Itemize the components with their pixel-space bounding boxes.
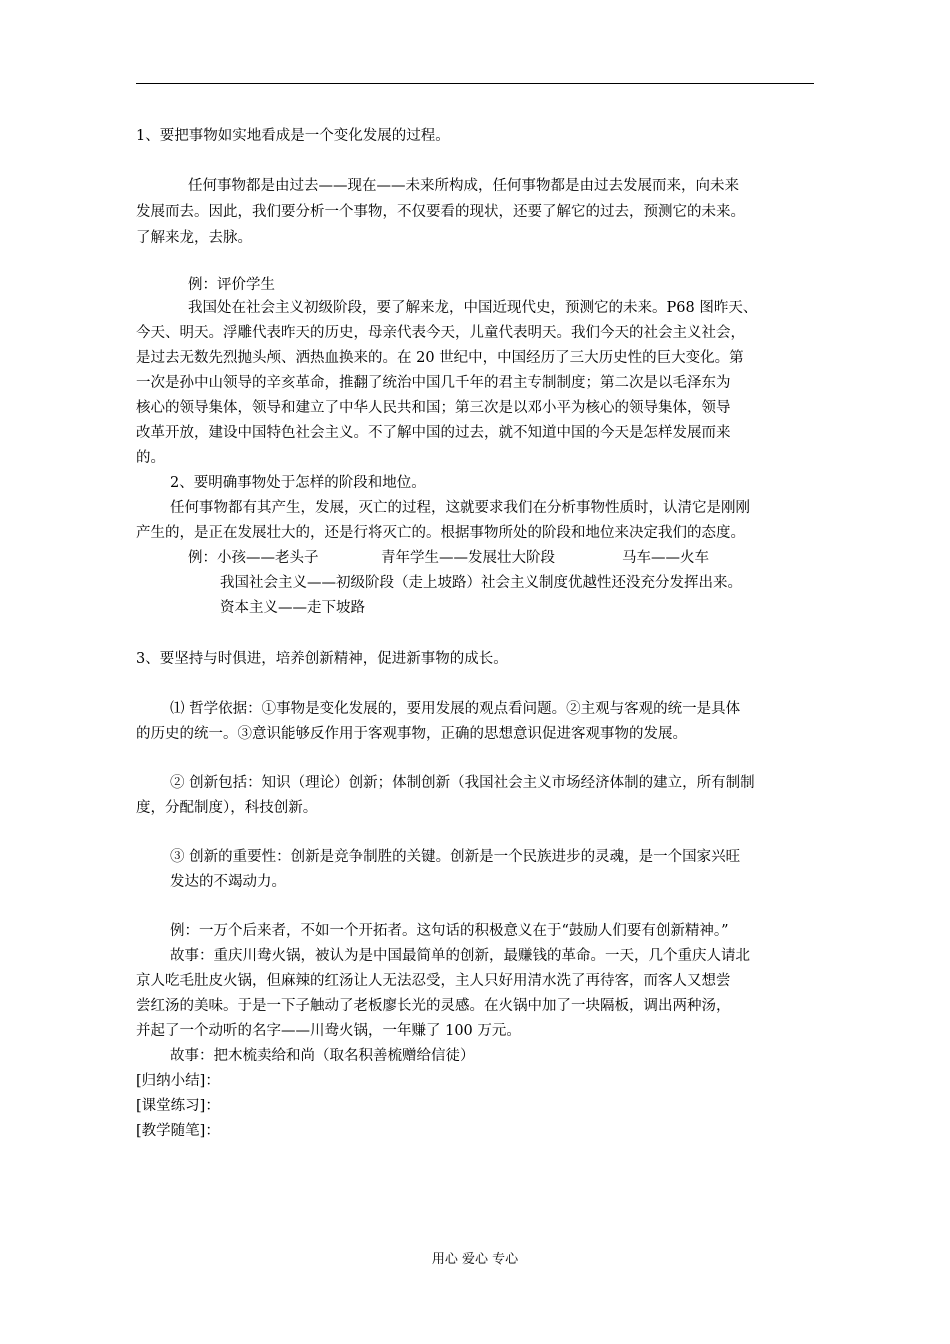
innovation-importance-line: 发达的不竭动力。: [170, 874, 286, 890]
section-1-paragraph-line: 发展而去。因此，我们要分析一个事物，不仅要看的现状，还要了解它的过去，预测它的未来。: [136, 204, 745, 220]
innovation-includes-line: ② 创新包括：知识（理论）创新；体制创新（我国社会主义市场经济体制的建立，所有制制: [170, 775, 755, 791]
section-1-paragraph-line: 任何事物都是由过去——现在——未来所构成，任何事物都是由过去发展而来，向未来: [188, 178, 739, 194]
hotpot-story-line: 故事：重庆川鸯火锅，被认为是中国最简单的创新，最赚钱的革命。一天，几个重庆人请北: [170, 948, 750, 964]
section-1-heading: 1、要把事物如实地看成是一个变化发展的过程。: [136, 128, 450, 144]
innovation-example: 例：一万个后来者，不如一个开拓者。这句话的积极意义在于“鼓励人们要有创新精神。”: [170, 923, 729, 939]
example-paragraph-line: 核心的领导集体，领导和建立了中华人民共和国；第三次是以邓小平为核心的领导集体，领导: [136, 400, 731, 416]
philosophy-basis-line: 的历史的统一。③意识能够反作用于客观事物，正确的思想意识促进客观事物的发展。: [136, 726, 687, 742]
example-carriage-train: 马车——火车: [622, 550, 709, 566]
example-paragraph-line: 一次是孙中山领导的辛亥革命，推翻了统治中国几千年的君主专制制度；第二次是以毛泽东为: [136, 375, 731, 391]
philosophy-basis-line: ⑴ 哲学依据：①事物是变化发展的，要用发展的观点看问题。②主观与客观的统一是具体: [170, 701, 741, 717]
example-student: 青年学生——发展壮大阶段: [381, 550, 555, 566]
section-2-paragraph-line: 任何事物都有其产生，发展，灭亡的过程，这就要求我们在分析事物性质时，认清它是刚刚: [170, 500, 750, 516]
example-child-old: 例：小孩——老头子: [188, 550, 319, 566]
example-label: 例：评价学生: [188, 277, 275, 293]
header-rule: [136, 83, 814, 84]
section-2-heading: 2、要明确事物处于怎样的阶段和地位。: [170, 475, 426, 491]
example-capitalism: 资本主义——走下坡路: [220, 600, 365, 616]
section-3-heading: 3、要坚持与时俱进，培养创新精神，促进新事物的成长。: [136, 651, 508, 667]
example-paragraph-line: 我国处在社会主义初级阶段，要了解来龙，中国近现代史，预测它的未来。P68 图昨天、: [188, 300, 758, 316]
practice-label: [课堂练习]：: [136, 1098, 220, 1114]
example-socialism: 我国社会主义——初级阶段（走上坡路）社会主义制度优越性还没充分发挥出来。: [220, 575, 742, 591]
page-footer: 用心 爱心 专心: [431, 1252, 519, 1267]
example-paragraph-line: 今天、明天。浮雕代表昨天的历史，母亲代表今天，儿童代表明天。我们今天的社会主义社会，: [136, 325, 745, 341]
example-paragraph-line: 改革开放，建设中国特色社会主义。不了解中国的过去，就不知道中国的今天是怎样发展而来: [136, 425, 731, 441]
example-paragraph-line: 的。: [136, 450, 165, 466]
hotpot-story-line: 并起了一个动听的名字——川鸯火锅，一年赚了 100 万元。: [136, 1023, 521, 1039]
example-paragraph-line: 是过去无数先烈抛头颅、洒热血换来的。在 20 世纪中，中国经历了三大历史性的巨大变化。第: [136, 350, 744, 366]
hotpot-story-line: 尝红汤的美味。于是一下子触动了老板廖长光的灵感。在火锅中加了一块隔板，调出两种汤，: [136, 998, 731, 1014]
innovation-includes-line: 度，分配制度），科技创新。: [136, 800, 318, 816]
section-2-paragraph-line: 产生的，是正在发展壮大的，还是行将灭亡的。根据事物所处的阶段和地位来决定我们的态度。: [136, 525, 745, 541]
notes-label: [教学随笔]：: [136, 1123, 220, 1139]
section-1-paragraph-line: 了解来龙，去脉。: [136, 230, 252, 246]
hotpot-story-line: 京人吃毛肚皮火锅，但麻辣的红汤让人无法忍受，主人只好用清水洗了再待客，而客人又想尝: [136, 973, 731, 989]
comb-story: 故事：把木梳卖给和尚（取名积善梳赠给信徒）: [170, 1048, 475, 1064]
summary-label: [归纳小结]：: [136, 1073, 220, 1089]
innovation-importance-line: ③ 创新的重要性：创新是竞争制胜的关键。创新是一个民族进步的灵魂，是一个国家兴旺: [170, 849, 741, 865]
